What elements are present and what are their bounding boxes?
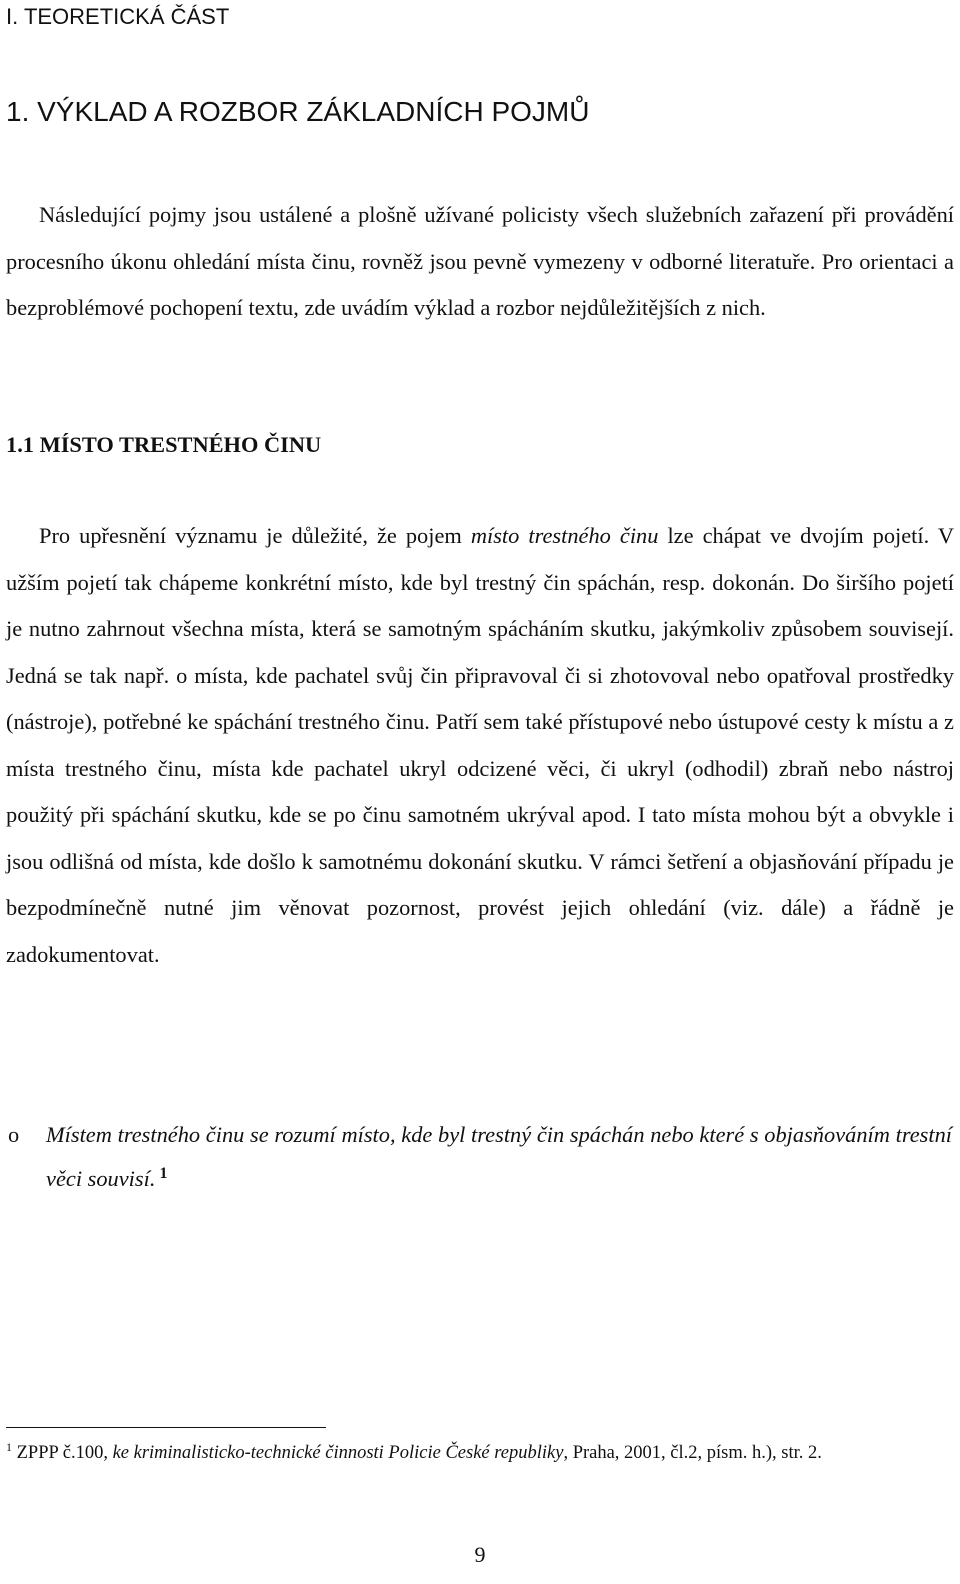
section-heading: 1.1 MÍSTO TRESTNÉHO ČINU (6, 432, 322, 457)
intro-paragraph: Následující pojmy jsou ustálené a plošně užívané policisty všech služebních zařazení při provádění procesního úkonu ohledání místa činu, rovněž jsou pevně vymezeny v odborné literatuře. Pro orientaci a bezproblémové pochopení textu, zde uvádím výklad a rozbor nejdůležitějších z nich. (6, 202, 954, 320)
section-text-start: Pro upřesnění významu je důležité, že pojem (39, 523, 471, 548)
section-text-rest: lze chápat ve dvojím pojetí. V užším pojetí tak chápeme konkrétní místo, kde byl trestný čin spáchán, resp. dokonán. Do širšího pojetí je nutno zahrnout všechna místa, která se samotným spácháním skutku, jakýmkoliv způsobem souvisejí. Jedná se tak např. o místa, kde pachatel svůj čin připravoval či si zhotovoval nebo opatřoval prostředky (nástroje), potřebné ke spáchání trestného činu. Patří sem také přístupové nebo ústupové cesty k místu a z místa trestného činu, místa kde pachatel ukryl odcizené věci, či ukryl (odhodil) zbraň nebo nástroj použitý při spáchání skutku, kde se po činu samotném ukrýval apod. I tato místa mohou být a obvykle i jsou odlišná od místa, kde došlo k samotnému dokonání skutku. V rámci šetření a objasňování případu je bezpodmínečně nutné jim věnovat pozornost, provést jejich ohledání (viz. dále) a řádně je zadokumentovat. (6, 523, 955, 967)
footnote-separator (6, 1427, 326, 1428)
footnote-title: ke kriminalisticko-technické činnosti Policie České republiky (112, 1443, 564, 1463)
section-paragraph (6, 513, 954, 978)
footnote-number: 1 (6, 1440, 12, 1454)
footnote-reference[interactable]: 1 (159, 1165, 168, 1182)
term-emphasis: místo trestného činu (470, 523, 659, 548)
footnote (6, 1438, 956, 1468)
bullet-marker: o (8, 1122, 20, 1147)
definition-text: Místem trestného činu se rozumí místo, kde byl trestný čin spáchán nebo které s objasňováním trestní věci souvisí. (46, 1122, 952, 1191)
chapter-heading: 1. VÝKLAD A ROZBOR ZÁKLADNÍCH POJMŮ (6, 96, 590, 127)
footnote-text-start: ZPPP č.100, (12, 1443, 113, 1463)
definition-bullet (46, 1113, 952, 1201)
page-number: 9 (474, 1542, 486, 1567)
part-heading: I. TEORETICKÁ ČÁST (6, 4, 230, 29)
footnote-text-end: , Praha, 2001, čl.2, písm. h.), str. 2. (563, 1443, 822, 1463)
